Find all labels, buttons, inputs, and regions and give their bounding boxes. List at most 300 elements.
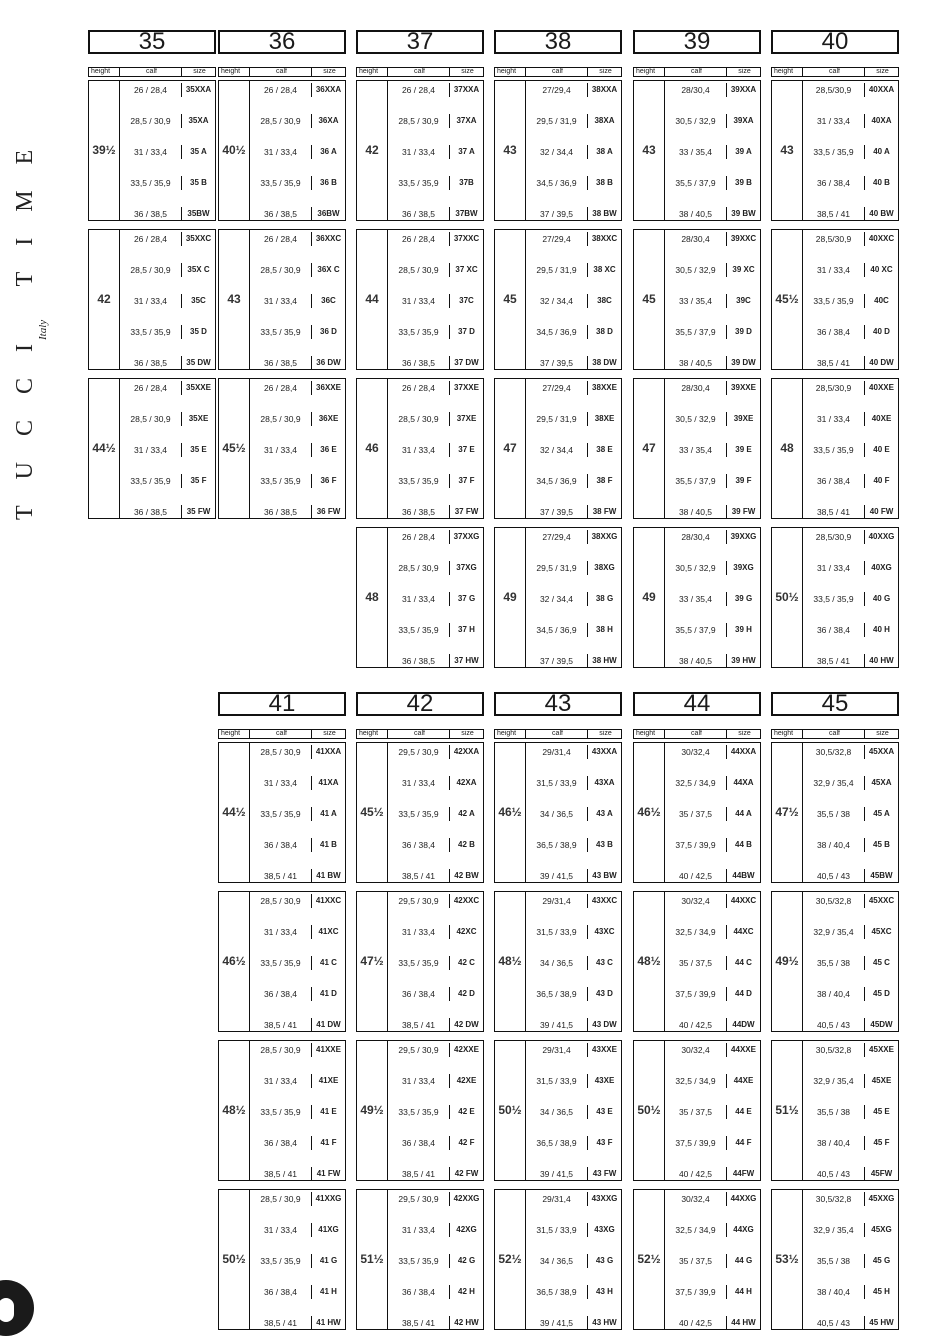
height-block bbox=[771, 891, 899, 1032]
size-code: 42XXA bbox=[453, 747, 480, 756]
calf-range: 32,9 / 35,4 bbox=[803, 776, 865, 790]
size-row bbox=[388, 956, 483, 970]
size-code: 39 DW bbox=[731, 358, 756, 367]
size-row bbox=[526, 869, 621, 883]
height-block bbox=[494, 229, 622, 370]
size-row bbox=[388, 443, 483, 457]
height-value: 44½ bbox=[89, 378, 120, 518]
size-row bbox=[665, 207, 760, 221]
calf-range: 35,5 / 38 bbox=[803, 956, 865, 970]
size-code: 44DW bbox=[732, 1020, 755, 1029]
size-row bbox=[250, 1136, 345, 1150]
height-block bbox=[88, 80, 216, 221]
size-row bbox=[120, 232, 215, 246]
size-code: 36 FW bbox=[316, 507, 341, 516]
size-row bbox=[388, 654, 483, 668]
size-row bbox=[665, 294, 760, 308]
height-value: 45 bbox=[495, 229, 526, 369]
size-header: 43 bbox=[494, 692, 622, 716]
size-row bbox=[120, 443, 215, 457]
size-row bbox=[803, 654, 898, 668]
subheader-size: size bbox=[461, 730, 474, 737]
height-block bbox=[771, 1189, 899, 1330]
size-code: 40 G bbox=[872, 594, 891, 603]
size-code: 42XE bbox=[456, 1076, 477, 1085]
calf-range: 35 / 37,5 bbox=[665, 1105, 727, 1119]
size-code: 43 E bbox=[596, 1107, 613, 1116]
calf-range: 28,5 / 30,9 bbox=[388, 114, 450, 128]
size-row bbox=[120, 294, 215, 308]
size-code: 45XE bbox=[871, 1076, 892, 1085]
size-row bbox=[388, 592, 483, 606]
calf-range: 31,5 / 33,9 bbox=[526, 776, 588, 790]
calf-range: 33,5 / 35,9 bbox=[803, 443, 865, 457]
size-row bbox=[120, 325, 215, 339]
size-row bbox=[120, 381, 215, 395]
calf-range: 28,5 / 30,9 bbox=[120, 412, 182, 426]
size-code: 35 E bbox=[190, 445, 207, 454]
size-row bbox=[665, 325, 760, 339]
calf-range: 28,5 / 30,9 bbox=[388, 561, 450, 575]
calf-range: 31,5 / 33,9 bbox=[526, 1074, 588, 1088]
size-code: 45 A bbox=[873, 809, 890, 818]
calf-range: 36,5 / 38,9 bbox=[526, 1285, 588, 1299]
size-code: 40XG bbox=[871, 563, 892, 572]
height-value: 50½ bbox=[634, 1040, 665, 1180]
size-code: 44XG bbox=[733, 1225, 754, 1234]
height-value: 48½ bbox=[495, 891, 526, 1031]
size-row bbox=[250, 145, 345, 159]
calf-range: 38,5 / 41 bbox=[388, 1018, 450, 1032]
size-code: 35BW bbox=[187, 209, 210, 218]
calf-range: 34,5 / 36,9 bbox=[526, 623, 588, 637]
height-value: 42 bbox=[89, 229, 120, 369]
size-code: 38XXE bbox=[592, 383, 617, 392]
calf-range: 36 / 38,4 bbox=[803, 474, 865, 488]
height-value: 51½ bbox=[357, 1189, 388, 1329]
calf-range: 36 / 38,5 bbox=[120, 207, 182, 221]
overlay-button-icon[interactable] bbox=[0, 1280, 34, 1336]
size-code: 45XXA bbox=[868, 747, 895, 756]
calf-range: 33,5 / 35,9 bbox=[250, 956, 312, 970]
size-code: 40 A bbox=[873, 147, 890, 156]
size-code: 35XXA bbox=[185, 85, 212, 94]
calf-range: 38,5 / 41 bbox=[388, 869, 450, 883]
calf-range: 38 / 40,5 bbox=[665, 207, 727, 221]
calf-range: 31 / 33,4 bbox=[388, 1074, 450, 1088]
size-row bbox=[388, 987, 483, 1001]
calf-range: 32,9 / 35,4 bbox=[803, 1074, 865, 1088]
size-row bbox=[803, 592, 898, 606]
size-code: 44XE bbox=[733, 1076, 754, 1085]
calf-range: 31 / 33,4 bbox=[388, 294, 450, 308]
size-row bbox=[388, 530, 483, 544]
calf-range: 31 / 33,4 bbox=[250, 294, 312, 308]
height-value: 47 bbox=[634, 378, 665, 518]
size-code: 43XG bbox=[594, 1225, 615, 1234]
size-code: 38XE bbox=[594, 414, 615, 423]
size-code: 40 H bbox=[873, 625, 890, 634]
height-block bbox=[494, 891, 622, 1032]
size-row bbox=[665, 530, 760, 544]
size-row bbox=[526, 505, 621, 519]
height-block bbox=[356, 378, 484, 519]
size-row bbox=[526, 1254, 621, 1268]
size-code: 35 A bbox=[190, 147, 207, 156]
size-row bbox=[526, 654, 621, 668]
size-row bbox=[803, 1285, 898, 1299]
height-value: 43 bbox=[495, 80, 526, 220]
size-row bbox=[388, 1223, 483, 1237]
size-row bbox=[526, 894, 621, 908]
calf-range: 26 / 28,4 bbox=[388, 83, 450, 97]
size-code: 37BW bbox=[455, 209, 478, 218]
size-code: 45XXC bbox=[868, 896, 895, 905]
size-row bbox=[388, 263, 483, 277]
size-row bbox=[120, 263, 215, 277]
calf-range: 28/30,4 bbox=[665, 83, 727, 97]
size-row bbox=[803, 561, 898, 575]
size-header: 37 bbox=[356, 30, 484, 54]
height-block bbox=[218, 1189, 346, 1330]
calf-range: 28/30,4 bbox=[665, 232, 727, 246]
size-row bbox=[665, 145, 760, 159]
size-code: 38 D bbox=[596, 327, 613, 336]
calf-range: 38 / 40,4 bbox=[803, 1285, 865, 1299]
size-row bbox=[526, 745, 621, 759]
calf-range: 38,5 / 41 bbox=[388, 1316, 450, 1330]
size-code: 38 XC bbox=[593, 265, 616, 274]
calf-range: 37,5 / 39,9 bbox=[665, 987, 727, 1001]
size-code: 38 A bbox=[596, 147, 613, 156]
subheader-height: height bbox=[495, 730, 526, 738]
calf-range: 33,5 / 35,9 bbox=[388, 325, 450, 339]
size-row bbox=[526, 356, 621, 370]
calf-range: 36 / 38,4 bbox=[803, 623, 865, 637]
height-block bbox=[356, 527, 484, 668]
size-code: 37B bbox=[459, 178, 474, 187]
size-code: 45 H bbox=[873, 1287, 890, 1296]
calf-range: 31 / 33,4 bbox=[803, 114, 865, 128]
size-row bbox=[665, 176, 760, 190]
calf-range: 33,5 / 35,9 bbox=[250, 1105, 312, 1119]
size-code: 40XXA bbox=[868, 85, 895, 94]
size-header: 40 bbox=[771, 30, 899, 54]
size-code: 40C bbox=[874, 296, 889, 305]
brand-name: TUCCI TIME bbox=[12, 123, 38, 520]
size-code: 36 F bbox=[320, 476, 337, 485]
calf-range: 33,5 / 35,9 bbox=[388, 176, 450, 190]
calf-range: 29,5 / 30,9 bbox=[388, 745, 450, 759]
height-block bbox=[494, 742, 622, 883]
height-value: 39½ bbox=[89, 80, 120, 220]
size-code: 45 F bbox=[873, 1138, 890, 1147]
size-code: 35 DW bbox=[186, 358, 211, 367]
size-code: 41XG bbox=[318, 1225, 339, 1234]
size-row bbox=[388, 1074, 483, 1088]
size-code: 43 HW bbox=[592, 1318, 617, 1327]
subheader-size: size bbox=[876, 68, 889, 75]
height-value: 53½ bbox=[772, 1189, 803, 1329]
size-row bbox=[250, 176, 345, 190]
size-header: 44 bbox=[633, 692, 761, 716]
size-row bbox=[250, 925, 345, 939]
calf-range: 38,5 / 41 bbox=[250, 1316, 312, 1330]
size-row bbox=[250, 356, 345, 370]
calf-range: 28,5 / 30,9 bbox=[388, 412, 450, 426]
subheader-size: size bbox=[599, 730, 612, 737]
size-code: 38XXC bbox=[591, 234, 618, 243]
size-row bbox=[526, 807, 621, 821]
size-row bbox=[665, 83, 760, 97]
calf-range: 31 / 33,4 bbox=[250, 776, 312, 790]
size-code: 40 F bbox=[873, 476, 890, 485]
subheader-height: height bbox=[357, 730, 388, 738]
size-row bbox=[388, 356, 483, 370]
size-header: 45 bbox=[771, 692, 899, 716]
size-row bbox=[526, 232, 621, 246]
subheader-size: size bbox=[461, 68, 474, 75]
subheader-height: height bbox=[634, 730, 665, 738]
size-code: 39 FW bbox=[731, 507, 756, 516]
calf-range: 38,5 / 41 bbox=[803, 207, 865, 221]
size-code: 43XXA bbox=[591, 747, 618, 756]
calf-range: 37,5 / 39,9 bbox=[665, 1136, 727, 1150]
column-subheader bbox=[494, 67, 622, 77]
size-code: 42XA bbox=[456, 778, 477, 787]
height-block bbox=[633, 229, 761, 370]
size-code: 44 E bbox=[735, 1107, 752, 1116]
calf-range: 28,5 / 30,9 bbox=[250, 1192, 312, 1206]
size-code: 37 XC bbox=[455, 265, 478, 274]
height-value: 48 bbox=[357, 527, 388, 667]
calf-range: 38 / 40,4 bbox=[803, 838, 865, 852]
height-value: 46½ bbox=[495, 742, 526, 882]
size-row bbox=[526, 294, 621, 308]
calf-range: 31 / 33,4 bbox=[250, 1223, 312, 1237]
size-row bbox=[803, 807, 898, 821]
size-code: 35 F bbox=[190, 476, 207, 485]
size-row bbox=[388, 1254, 483, 1268]
size-row bbox=[250, 83, 345, 97]
size-code: 43 G bbox=[595, 1256, 614, 1265]
size-code: 42 FW bbox=[454, 1169, 479, 1178]
height-value: 49½ bbox=[357, 1040, 388, 1180]
size-code: 40 FW bbox=[869, 507, 894, 516]
size-code: 36X C bbox=[317, 265, 340, 274]
size-code: 42 E bbox=[458, 1107, 475, 1116]
subheader-calf: calf bbox=[388, 68, 450, 76]
size-row bbox=[388, 1105, 483, 1119]
size-code: 38XXA bbox=[591, 85, 618, 94]
size-row bbox=[250, 838, 345, 852]
calf-range: 35 / 37,5 bbox=[665, 807, 727, 821]
calf-range: 30/32,4 bbox=[665, 894, 727, 908]
size-code: 43XXE bbox=[592, 1045, 617, 1054]
size-code: 39 E bbox=[735, 445, 752, 454]
size-code: 37 DW bbox=[454, 358, 479, 367]
size-row bbox=[665, 894, 760, 908]
size-row bbox=[526, 412, 621, 426]
calf-range: 31 / 33,4 bbox=[803, 561, 865, 575]
size-code: 44 F bbox=[735, 1138, 752, 1147]
size-code: 37 E bbox=[458, 445, 475, 454]
size-code: 39C bbox=[736, 296, 751, 305]
size-code: 39 B bbox=[735, 178, 752, 187]
size-row bbox=[250, 745, 345, 759]
size-row bbox=[665, 869, 760, 883]
calf-range: 35,5 / 37,9 bbox=[665, 325, 727, 339]
height-block bbox=[218, 1040, 346, 1181]
calf-range: 26 / 28,4 bbox=[120, 83, 182, 97]
size-code: 42 C bbox=[458, 958, 475, 967]
calf-range: 35,5 / 37,9 bbox=[665, 474, 727, 488]
size-code: 37 HW bbox=[454, 656, 479, 665]
size-row bbox=[250, 1074, 345, 1088]
size-code: 44BW bbox=[732, 871, 755, 880]
size-code: 35X C bbox=[187, 265, 210, 274]
size-row bbox=[388, 176, 483, 190]
size-code: 38 HW bbox=[592, 656, 617, 665]
calf-range: 36 / 38,4 bbox=[388, 1285, 450, 1299]
size-row bbox=[526, 530, 621, 544]
calf-range: 33,5 / 35,9 bbox=[250, 325, 312, 339]
size-row bbox=[250, 1285, 345, 1299]
size-row bbox=[803, 83, 898, 97]
size-row bbox=[526, 956, 621, 970]
height-block bbox=[494, 1040, 622, 1181]
calf-range: 26 / 28,4 bbox=[250, 232, 312, 246]
size-row bbox=[250, 325, 345, 339]
calf-range: 28,5 / 30,9 bbox=[250, 263, 312, 277]
height-block bbox=[771, 1040, 899, 1181]
size-code: 41XA bbox=[318, 778, 339, 787]
size-row bbox=[526, 1105, 621, 1119]
calf-range: 30,5 / 32,9 bbox=[665, 412, 727, 426]
size-code: 40 HW bbox=[869, 656, 894, 665]
size-code: 41 F bbox=[320, 1138, 337, 1147]
calf-range: 38,5 / 41 bbox=[388, 1167, 450, 1181]
calf-range: 36 / 38,4 bbox=[250, 1285, 312, 1299]
size-row bbox=[250, 776, 345, 790]
size-row bbox=[803, 623, 898, 637]
size-row bbox=[388, 474, 483, 488]
calf-range: 34,5 / 36,9 bbox=[526, 325, 588, 339]
calf-range: 26 / 28,4 bbox=[120, 232, 182, 246]
calf-range: 34,5 / 36,9 bbox=[526, 176, 588, 190]
size-row bbox=[665, 1254, 760, 1268]
size-row bbox=[665, 381, 760, 395]
size-code: 35 FW bbox=[186, 507, 211, 516]
calf-range: 33,5 / 35,9 bbox=[388, 807, 450, 821]
size-row bbox=[665, 1167, 760, 1181]
size-row bbox=[250, 474, 345, 488]
size-code: 41XXC bbox=[315, 896, 342, 905]
size-code: 43 F bbox=[596, 1138, 613, 1147]
calf-range: 30/32,4 bbox=[665, 1192, 727, 1206]
size-code: 35XA bbox=[188, 116, 209, 125]
column-subheader bbox=[88, 67, 216, 77]
calf-range: 29/31,4 bbox=[526, 1043, 588, 1057]
size-code: 42XXG bbox=[453, 1194, 480, 1203]
size-code: 36 A bbox=[320, 147, 337, 156]
size-code: 41 FW bbox=[316, 1169, 341, 1178]
size-code: 41 B bbox=[320, 840, 337, 849]
size-code: 40XXE bbox=[869, 383, 894, 392]
calf-range: 31 / 33,4 bbox=[250, 1074, 312, 1088]
height-value: 50½ bbox=[495, 1040, 526, 1180]
size-code: 38 H bbox=[596, 625, 613, 634]
size-row bbox=[526, 1018, 621, 1032]
size-row bbox=[250, 869, 345, 883]
column-subheader bbox=[771, 729, 899, 739]
calf-range: 36 / 38,4 bbox=[250, 838, 312, 852]
size-code: 39 HW bbox=[731, 656, 756, 665]
subheader-height: height bbox=[89, 68, 120, 76]
subheader-height: height bbox=[219, 730, 250, 738]
size-row bbox=[526, 1167, 621, 1181]
calf-range: 33 / 35,4 bbox=[665, 592, 727, 606]
calf-range: 36 / 38,5 bbox=[120, 356, 182, 370]
subheader-height: height bbox=[772, 68, 803, 76]
size-code: 40XXC bbox=[868, 234, 895, 243]
height-block bbox=[218, 891, 346, 1032]
calf-range: 30,5 / 32,9 bbox=[665, 263, 727, 277]
size-row bbox=[803, 1105, 898, 1119]
size-code: 36XA bbox=[318, 116, 339, 125]
size-code: 37 D bbox=[458, 327, 475, 336]
size-code: 41XE bbox=[318, 1076, 339, 1085]
calf-range: 28,5 / 30,9 bbox=[250, 894, 312, 908]
height-value: 45 bbox=[634, 229, 665, 369]
calf-range: 29/31,4 bbox=[526, 894, 588, 908]
calf-range: 33 / 35,4 bbox=[665, 145, 727, 159]
calf-range: 37 / 39,5 bbox=[526, 207, 588, 221]
calf-range: 38,5 / 41 bbox=[803, 654, 865, 668]
calf-range: 31 / 33,4 bbox=[388, 443, 450, 457]
calf-range: 31 / 33,4 bbox=[120, 145, 182, 159]
size-row bbox=[665, 474, 760, 488]
height-value: 52½ bbox=[634, 1189, 665, 1329]
size-code: 36XXA bbox=[315, 85, 342, 94]
calf-range: 32,9 / 35,4 bbox=[803, 1223, 865, 1237]
size-row bbox=[120, 412, 215, 426]
calf-range: 38 / 40,5 bbox=[665, 654, 727, 668]
size-code: 39 A bbox=[735, 147, 752, 156]
size-row bbox=[388, 1192, 483, 1206]
calf-range: 34,5 / 36,9 bbox=[526, 474, 588, 488]
size-row bbox=[388, 869, 483, 883]
calf-range: 33,5 / 35,9 bbox=[250, 474, 312, 488]
size-row bbox=[803, 381, 898, 395]
size-row bbox=[388, 1285, 483, 1299]
size-code: 45 E bbox=[873, 1107, 890, 1116]
size-code: 43XA bbox=[594, 778, 615, 787]
height-value: 51½ bbox=[772, 1040, 803, 1180]
height-block bbox=[356, 80, 484, 221]
size-row bbox=[526, 925, 621, 939]
subheader-calf: calf bbox=[526, 730, 588, 738]
size-code: 44 H bbox=[735, 1287, 752, 1296]
brand-sub: Italy bbox=[37, 319, 49, 340]
column-subheader bbox=[633, 729, 761, 739]
calf-range: 36 / 38,4 bbox=[388, 987, 450, 1001]
calf-range: 33,5 / 35,9 bbox=[388, 1105, 450, 1119]
size-row bbox=[388, 412, 483, 426]
size-row bbox=[803, 956, 898, 970]
size-code: 40 E bbox=[873, 445, 890, 454]
size-code: 36XXC bbox=[315, 234, 342, 243]
